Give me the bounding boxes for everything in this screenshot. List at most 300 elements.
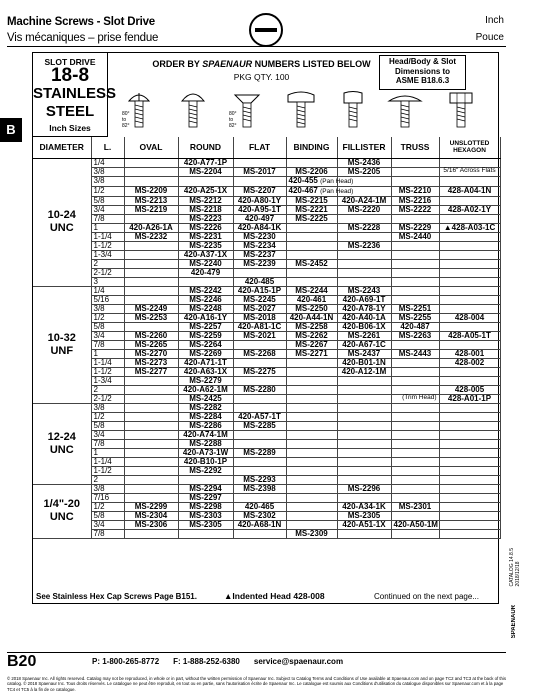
part-number-cell: 420-A69-1T (337, 295, 391, 304)
part-number-cell (233, 176, 286, 186)
slot-drive-box (33, 53, 117, 137)
table-row (33, 457, 500, 466)
part-number-cell (337, 232, 391, 241)
diameter-cell: 10-32 UNF (33, 286, 91, 403)
part-number-cell: MS-2264 (178, 340, 233, 349)
part-number-cell: MS-2216 (391, 196, 439, 205)
part-number-cell: MS-2282 (178, 403, 233, 412)
part-number-cell (286, 376, 337, 385)
part-number-cell (286, 412, 337, 421)
part-number-cell (439, 403, 500, 412)
part-number-cell: MS-2398 (233, 484, 286, 493)
screw-table (33, 137, 501, 539)
part-number-cell: MS-2298 (178, 502, 233, 511)
part-number-cell: MS-2218 (178, 205, 233, 214)
part-number-cell: MS-2293 (233, 475, 286, 484)
table-header-row (33, 137, 500, 158)
table-row (33, 331, 500, 340)
slot-drive-label: SLOT DRIVE (44, 57, 96, 67)
table-row (33, 205, 500, 214)
part-number-cell (439, 295, 500, 304)
unit-label: Inch (485, 15, 504, 26)
hex-screw-icon (441, 87, 481, 133)
part-number-cell (286, 367, 337, 376)
part-number-cell (286, 466, 337, 475)
part-number-cell (439, 439, 500, 448)
part-number-cell: MS-2240 (178, 259, 233, 268)
part-number-cell (286, 241, 337, 250)
part-number-cell (439, 340, 500, 349)
part-number-cell: 428-002 (439, 358, 500, 367)
part-number-cell: MS-2284 (178, 412, 233, 421)
length-cell: 1-1/4 (91, 358, 124, 367)
part-number-cell (439, 520, 500, 529)
part-number-cell (439, 286, 500, 295)
length-cell: 2 (91, 385, 124, 394)
page-number: B20 (7, 653, 37, 670)
part-number-cell (286, 358, 337, 367)
table-row (33, 448, 500, 457)
diameter-cell: 12-24 UNC (33, 403, 91, 484)
part-number-cell (286, 511, 337, 520)
part-number-cell (124, 421, 178, 430)
length-cell: 3/8 (91, 484, 124, 493)
length-cell: 2 (91, 259, 124, 268)
part-number-cell: 428-A01-1P (439, 394, 500, 403)
part-number-cell: MS-2265 (124, 340, 178, 349)
part-number-cell (439, 277, 500, 286)
part-number-cell (233, 340, 286, 349)
length-cell: 5/8 (91, 196, 124, 205)
table-row (33, 520, 500, 529)
part-number-cell (439, 214, 500, 223)
length-cell: 3/4 (91, 331, 124, 340)
part-number-cell (391, 214, 439, 223)
part-number-cell (233, 529, 286, 538)
part-number-cell (337, 421, 391, 430)
part-number-cell: 420-A84-1K (233, 223, 286, 232)
part-number-cell (391, 484, 439, 493)
part-number-cell: MS-2253 (124, 313, 178, 322)
slot-drive-icon (249, 13, 283, 47)
page-title: Machine Screws - Slot Drive (7, 16, 155, 28)
part-number-cell (391, 511, 439, 520)
table-row (33, 158, 500, 167)
table-row (33, 214, 500, 223)
part-number-cell (439, 430, 500, 439)
length-cell: 3/4 (91, 205, 124, 214)
footer-note-mid (224, 591, 325, 601)
length-cell: 3/8 (91, 304, 124, 313)
part-number-cell (286, 158, 337, 167)
angle-label-2: to (122, 117, 127, 123)
part-number-cell: MS-2225 (286, 214, 337, 223)
part-number-cell (286, 421, 337, 430)
part-number-cell (439, 367, 500, 376)
part-number-cell: MS-2437 (337, 349, 391, 358)
part-number-cell (391, 421, 439, 430)
col-header-round: ROUND (178, 137, 233, 158)
table-row (33, 502, 500, 511)
part-number-cell (439, 412, 500, 421)
part-number-cell (286, 484, 337, 493)
col-header-binding: BINDING (286, 137, 337, 158)
table-row (33, 176, 500, 186)
part-number-cell (233, 466, 286, 475)
part-number-cell: MS-2279 (178, 376, 233, 385)
part-number-cell (233, 403, 286, 412)
part-number-cell: 420-A71-1T (178, 358, 233, 367)
material-grade: 18-8 (50, 65, 90, 86)
table-row (33, 421, 500, 430)
part-number-cell (286, 232, 337, 241)
part-number-cell: MS-2215 (286, 196, 337, 205)
length-cell: 1-1/2 (91, 241, 124, 250)
part-number-cell: MS-2440 (391, 232, 439, 241)
part-number-cell (439, 457, 500, 466)
diameter-cell: 10-24 UNC (33, 158, 91, 286)
part-number-cell (124, 412, 178, 421)
table-row (33, 223, 500, 232)
length-cell: 7/8 (91, 214, 124, 223)
length-cell: 7/8 (91, 529, 124, 538)
part-number-cell: MS-2231 (178, 232, 233, 241)
section-tab: B (0, 118, 22, 142)
part-number-cell: 420-A12-1M (337, 367, 391, 376)
table-row (33, 394, 500, 403)
part-number-cell (337, 214, 391, 223)
length-cell: 1-1/2 (91, 466, 124, 475)
part-number-cell: MS-2221 (286, 205, 337, 214)
table-row (33, 268, 500, 277)
part-number-cell: MS-2297 (178, 493, 233, 502)
part-number-cell: MS-2275 (233, 367, 286, 376)
part-number-cell (124, 250, 178, 259)
part-number-cell (124, 430, 178, 439)
part-number-cell (439, 259, 500, 268)
truss-screw-icon (385, 87, 425, 133)
part-number-cell (391, 340, 439, 349)
part-number-cell: 420-A68-1N (233, 520, 286, 529)
part-number-cell: MS-2210 (391, 186, 439, 196)
part-number-cell: 420-497 (233, 214, 286, 223)
table-row (33, 493, 500, 502)
part-number-cell: 428-005 (439, 385, 500, 394)
part-number-cell: MS-2213 (124, 196, 178, 205)
part-number-cell (337, 412, 391, 421)
table-row (33, 259, 500, 268)
part-number-cell (391, 250, 439, 259)
part-number-cell (286, 493, 337, 502)
part-number-cell: MS-2017 (233, 167, 286, 176)
part-number-cell (286, 439, 337, 448)
material-stainless: STAINLESS (33, 85, 117, 102)
part-number-cell (233, 439, 286, 448)
part-number-cell (178, 475, 233, 484)
part-number-cell: 420-B06-1X (337, 322, 391, 331)
part-number-cell: MS-2452 (286, 259, 337, 268)
part-number-cell: 420-A57-1T (233, 412, 286, 421)
unit-label-fr: Pouce (475, 32, 504, 43)
part-number-cell (286, 277, 337, 286)
part-number-cell: ▲428-A03-1C (439, 223, 500, 232)
part-number-cell: MS-2243 (337, 286, 391, 295)
part-number-cell: MS-2296 (337, 484, 391, 493)
part-number-cell: MS-2257 (178, 322, 233, 331)
part-number-cell: MS-2285 (233, 421, 286, 430)
part-number-cell (391, 403, 439, 412)
part-number-cell: 420-A95-1T (233, 205, 286, 214)
part-number-cell: 420-A81-1C (233, 322, 286, 331)
part-number-cell (337, 250, 391, 259)
part-number-cell: MS-2289 (233, 448, 286, 457)
length-cell: 3/8 (91, 167, 124, 176)
part-number-cell (439, 466, 500, 475)
col-header-oval: OVAL (124, 137, 178, 158)
part-number-cell: MS-2280 (233, 385, 286, 394)
part-number-cell: MS-2246 (178, 295, 233, 304)
part-number-cell: 420-A77-1P (178, 158, 233, 167)
product-table-frame (32, 52, 499, 604)
part-number-cell (391, 167, 439, 176)
part-number-cell (337, 439, 391, 448)
part-number-cell (337, 376, 391, 385)
length-cell: 1-3/4 (91, 376, 124, 385)
table-row (33, 412, 500, 421)
part-number-cell (233, 376, 286, 385)
table-row (33, 322, 500, 331)
part-number-cell: MS-2301 (391, 502, 439, 511)
part-number-cell (337, 277, 391, 286)
part-number-cell: 420-A80-1Y (233, 196, 286, 205)
table-row (33, 277, 500, 286)
part-number-cell (286, 385, 337, 394)
indented-head-number: 428-008 (293, 591, 325, 601)
part-number-cell: 420-B01-1N (337, 358, 391, 367)
part-number-cell (439, 176, 500, 186)
brand-side-logo: SPAENAUR (511, 605, 517, 639)
part-number-cell: 420-A34-1K (337, 502, 391, 511)
part-number-cell: MS-2261 (337, 331, 391, 340)
length-cell: 3/8 (91, 403, 124, 412)
part-number-cell: MS-2223 (178, 214, 233, 223)
indented-head-note: ▲Indented Head (224, 591, 291, 601)
part-number-cell (233, 358, 286, 367)
footer-divider (7, 652, 506, 653)
part-number-cell: 420-485 (233, 277, 286, 286)
part-number-cell (337, 430, 391, 439)
part-number-cell (337, 448, 391, 457)
length-cell: 3 (91, 277, 124, 286)
part-number-cell (124, 385, 178, 394)
table-row (33, 475, 500, 484)
part-number-cell (124, 394, 178, 403)
part-number-cell: MS-2436 (337, 158, 391, 167)
angle-label-flat-1: 80° (229, 111, 237, 117)
part-number-cell (391, 466, 439, 475)
phone-number: P: 1-800-265-8772 (92, 657, 160, 666)
part-number-cell (124, 277, 178, 286)
part-number-cell: MS-2236 (337, 241, 391, 250)
part-number-cell: MS-2242 (178, 286, 233, 295)
part-number-cell: MS-2209 (124, 186, 178, 196)
part-number-cell: MS-2304 (124, 511, 178, 520)
part-number-cell: 420-487 (391, 322, 439, 331)
part-number-cell: MS-2305 (178, 520, 233, 529)
table-row (33, 304, 500, 313)
part-number-cell: MS-2226 (178, 223, 233, 232)
part-number-cell (337, 457, 391, 466)
catalog-date: 2018/12/18 (515, 561, 521, 587)
copyright-notice: © 2018 Spaenaur Inc. All rights reserved. Catalog may not be reproduced, in whole or in part, without the written permission of Spaenaur Inc. Subject to Catalog Terms and Conditions of Use available at Spaenaur.com and on page TC2 and TC3 at the back of this catalog. © 2018 Spaenaur Inc. Tous droits réservés. Le catalogue ne peut être reproduit, en tout ou en partie, sans l'autorisation écrite de Spaenaur Inc. Le catalogue est soumis aux Conditions d'utilisation du catalogue disponibles sur Spaenaur.com et à la page TC4 et TC5 à la fin de ce catalogue. (7, 676, 507, 692)
part-number-cell (124, 439, 178, 448)
part-number-cell: 420-A44-1N (286, 313, 337, 322)
part-number-cell: MS-2228 (337, 223, 391, 232)
catalog-side-label (509, 548, 521, 586)
angle-label-flat-3: 82° (229, 123, 237, 129)
continued-note: Continued on the next page... (374, 592, 479, 601)
col-header-flat: FLAT (233, 137, 286, 158)
part-number-cell: MS-2021 (233, 331, 286, 340)
part-number-cell: 420-455 (Pan Head) (286, 176, 337, 186)
part-number-cell: 5/16" Across Flats (439, 167, 500, 176)
part-number-cell (124, 457, 178, 466)
length-cell: 1-3/4 (91, 250, 124, 259)
asme-box (379, 55, 466, 90)
part-number-cell: MS-2018 (233, 313, 286, 322)
order-prefix: ORDER BY (152, 59, 203, 69)
part-number-cell: 428-001 (439, 349, 500, 358)
part-number-cell: 420-A51-1X (337, 520, 391, 529)
part-number-cell: MS-2235 (178, 241, 233, 250)
part-number-cell (391, 448, 439, 457)
part-number-cell (124, 322, 178, 331)
part-number-cell: MS-2262 (286, 331, 337, 340)
part-number-cell: 420-A67-1C (337, 340, 391, 349)
length-cell: 5/8 (91, 511, 124, 520)
email-link[interactable]: service@spaenaur.com (253, 657, 344, 666)
part-number-cell: 420-A78-1Y (337, 304, 391, 313)
package-quantity: PKG QTY. 100 (233, 72, 290, 82)
table-row (33, 196, 500, 205)
part-number-cell (391, 529, 439, 538)
angle-label-1: 80° (122, 111, 130, 117)
part-number-cell (391, 358, 439, 367)
part-number-cell (233, 394, 286, 403)
length-cell: 2 (91, 475, 124, 484)
table-row (33, 232, 500, 241)
part-number-cell: MS-2229 (391, 223, 439, 232)
part-number-cell (286, 394, 337, 403)
part-number-cell (439, 158, 500, 167)
part-number-cell (439, 250, 500, 259)
part-number-cell: MS-2232 (124, 232, 178, 241)
part-number-cell: MS-2239 (233, 259, 286, 268)
part-number-cell (439, 241, 500, 250)
table-row (33, 511, 500, 520)
part-number-cell (337, 466, 391, 475)
part-number-cell: 420-A26-1A (124, 223, 178, 232)
asme-line1: Head/Body & Slot (388, 57, 457, 66)
round-screw-icon (173, 87, 213, 133)
part-number-cell: 420-B10-1P (178, 457, 233, 466)
part-number-cell: 420-A50-1M (391, 520, 439, 529)
part-number-cell: MS-2251 (391, 304, 439, 313)
part-number-cell (124, 167, 178, 176)
part-number-cell: MS-2270 (124, 349, 178, 358)
table-row (33, 376, 500, 385)
part-number-cell (233, 493, 286, 502)
part-number-cell: MS-2249 (124, 304, 178, 313)
part-number-cell: 420-467 (Pan Head) (286, 186, 337, 196)
length-cell: 5/16 (91, 295, 124, 304)
table-row (33, 250, 500, 259)
part-number-cell (391, 439, 439, 448)
part-number-cell: 428-004 (439, 313, 500, 322)
part-number-cell (124, 403, 178, 412)
page-subtitle: Vis mécaniques – prise fendue (7, 32, 159, 44)
part-number-cell (439, 448, 500, 457)
part-number-cell: 420-A25-1X (178, 186, 233, 196)
table-row (33, 186, 500, 196)
table-row (33, 313, 500, 322)
length-cell: 7/16 (91, 493, 124, 502)
binding-screw-icon (281, 87, 321, 133)
part-number-cell (439, 475, 500, 484)
table-row (33, 358, 500, 367)
length-cell: 1 (91, 448, 124, 457)
length-cell: 1-1/2 (91, 367, 124, 376)
table-row (33, 167, 500, 176)
part-number-cell: 420-465 (233, 502, 286, 511)
table-row (33, 529, 500, 538)
table-row (33, 466, 500, 475)
part-number-cell (337, 475, 391, 484)
part-number-cell: MS-2212 (178, 196, 233, 205)
part-number-cell: 420-A16-1Y (178, 313, 233, 322)
length-cell: 1/2 (91, 412, 124, 421)
footer-note-left: See Stainless Hex Cap Screws Page B151. (36, 592, 197, 601)
material-steel: STEEL (45, 103, 95, 120)
part-number-cell (124, 448, 178, 457)
col-header-hexagon: UNSLOTTED HEXAGON (439, 137, 500, 158)
asme-line3: ASME B18.6.3 (395, 76, 450, 85)
length-cell: 2-1/2 (91, 394, 124, 403)
part-number-cell: MS-2237 (233, 250, 286, 259)
length-cell: 1 (91, 349, 124, 358)
part-number-cell (439, 484, 500, 493)
part-number-cell: MS-2271 (286, 349, 337, 358)
part-number-cell (124, 241, 178, 250)
length-cell: 1/2 (91, 313, 124, 322)
part-number-cell: MS-2292 (178, 466, 233, 475)
table-row (33, 484, 500, 493)
part-number-cell (286, 457, 337, 466)
table-row (33, 367, 500, 376)
part-number-cell: MS-2230 (233, 232, 286, 241)
inch-sizes-label: Inch Sizes (49, 123, 91, 133)
part-number-cell (439, 268, 500, 277)
part-number-cell (124, 259, 178, 268)
part-number-cell (124, 158, 178, 167)
table-row (33, 286, 500, 295)
part-number-cell (233, 457, 286, 466)
diameter-cell: 1/4"-20 UNC (33, 484, 91, 538)
part-number-cell: MS-2207 (233, 186, 286, 196)
part-number-cell (286, 520, 337, 529)
part-number-cell (337, 493, 391, 502)
part-number-cell: 420-A62-1M (178, 385, 233, 394)
